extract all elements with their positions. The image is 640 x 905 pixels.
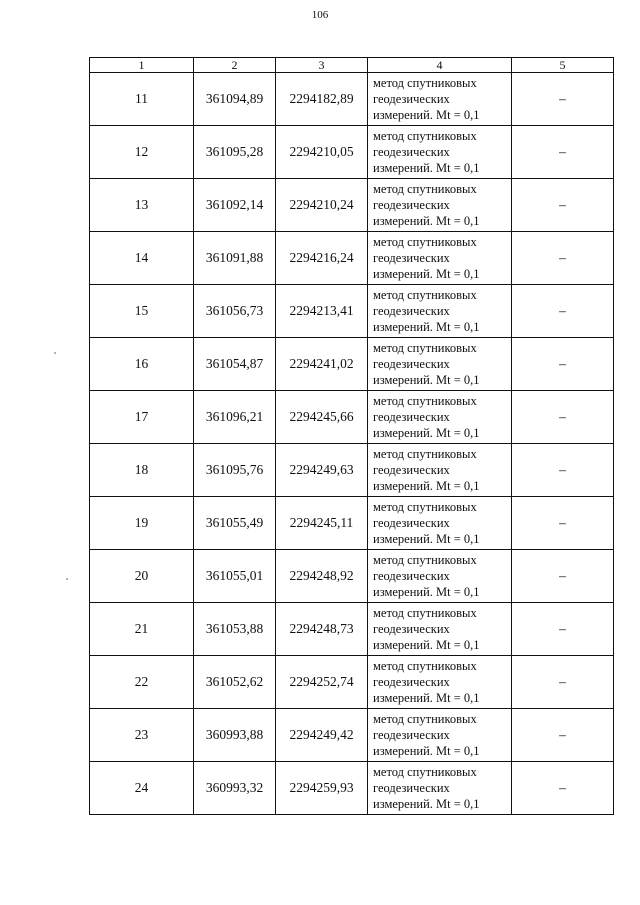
method-text-line: измерений. Mt = 0,1 [373, 426, 480, 440]
method-text-line: метод спутниковых [373, 288, 477, 302]
method-text-line: измерений. Mt = 0,1 [373, 373, 480, 387]
y-coordinate-cell: 2294241,02 [276, 338, 368, 391]
method-cell [368, 709, 512, 762]
method-text-line: геодезических [373, 675, 450, 689]
point-number-cell: 22 [90, 656, 194, 709]
method-text-line: метод спутниковых [373, 712, 477, 726]
table-row [90, 391, 614, 444]
table-row [90, 603, 614, 656]
point-number-cell: 21 [90, 603, 194, 656]
y-coordinate-cell: 2294252,74 [276, 656, 368, 709]
x-coordinate-cell: 361055,01 [194, 550, 276, 603]
method-text-line: геодезических [373, 622, 450, 636]
method-text-line: геодезических [373, 145, 450, 159]
column-header-2: 2 [194, 58, 276, 73]
y-coordinate-cell: 2294216,24 [276, 232, 368, 285]
x-coordinate-cell: 361053,88 [194, 603, 276, 656]
note-cell: – [512, 232, 614, 285]
point-number-cell: 13 [90, 179, 194, 232]
point-number-cell: 12 [90, 126, 194, 179]
y-coordinate-cell: 2294249,63 [276, 444, 368, 497]
note-cell: – [512, 497, 614, 550]
note-cell: – [512, 338, 614, 391]
method-text-line: геодезических [373, 463, 450, 477]
method-text-line: измерений. Mt = 0,1 [373, 479, 480, 493]
header-row [90, 58, 614, 73]
y-coordinate-cell: 2294248,92 [276, 550, 368, 603]
method-text-line: геодезических [373, 357, 450, 371]
note-cell: – [512, 179, 614, 232]
method-text-line: геодезических [373, 198, 450, 212]
method-text-line: метод спутниковых [373, 606, 477, 620]
table-row [90, 232, 614, 285]
method-text-line: геодезических [373, 304, 450, 318]
x-coordinate-cell: 361094,89 [194, 73, 276, 126]
method-text-line: метод спутниковых [373, 394, 477, 408]
table-row [90, 285, 614, 338]
method-text-line: геодезических [373, 516, 450, 530]
point-number-cell: 14 [90, 232, 194, 285]
table-row [90, 497, 614, 550]
method-cell [368, 656, 512, 709]
note-cell: – [512, 285, 614, 338]
note-cell: – [512, 762, 614, 815]
method-text-line: метод спутниковых [373, 659, 477, 673]
table-body [90, 73, 614, 815]
method-cell [368, 444, 512, 497]
y-coordinate-cell: 2294245,66 [276, 391, 368, 444]
column-header-4: 4 [368, 58, 512, 73]
method-cell [368, 762, 512, 815]
x-coordinate-cell: 360993,32 [194, 762, 276, 815]
method-cell [368, 73, 512, 126]
method-text-line: метод спутниковых [373, 765, 477, 779]
method-text-line: измерений. Mt = 0,1 [373, 108, 480, 122]
method-text-line: метод спутниковых [373, 447, 477, 461]
method-text-line: измерений. Mt = 0,1 [373, 532, 480, 546]
x-coordinate-cell: 361096,21 [194, 391, 276, 444]
method-text-line: геодезических [373, 251, 450, 265]
table-header [90, 58, 614, 73]
x-coordinate-cell: 360993,88 [194, 709, 276, 762]
coordinates-table [89, 57, 614, 815]
method-text-line: метод спутниковых [373, 341, 477, 355]
x-coordinate-cell: 361056,73 [194, 285, 276, 338]
table-row [90, 550, 614, 603]
point-number-cell: 17 [90, 391, 194, 444]
y-coordinate-cell: 2294213,41 [276, 285, 368, 338]
method-text-line: геодезических [373, 569, 450, 583]
point-number-cell: 20 [90, 550, 194, 603]
table-row [90, 126, 614, 179]
page-number: 106 [311, 9, 329, 21]
note-cell: – [512, 73, 614, 126]
method-text-line: геодезических [373, 92, 450, 106]
note-cell: – [512, 656, 614, 709]
method-text-line: геодезических [373, 410, 450, 424]
x-coordinate-cell: 361091,88 [194, 232, 276, 285]
method-text-line: метод спутниковых [373, 553, 477, 567]
table-row [90, 338, 614, 391]
method-cell [368, 232, 512, 285]
x-coordinate-cell: 361095,28 [194, 126, 276, 179]
x-coordinate-cell: 361092,14 [194, 179, 276, 232]
point-number-cell: 24 [90, 762, 194, 815]
x-coordinate-cell: 361052,62 [194, 656, 276, 709]
x-coordinate-cell: 361095,76 [194, 444, 276, 497]
method-text-line: измерений. Mt = 0,1 [373, 744, 480, 758]
table-row [90, 709, 614, 762]
note-cell: – [512, 550, 614, 603]
method-cell [368, 603, 512, 656]
y-coordinate-cell: 2294182,89 [276, 73, 368, 126]
method-text-line: измерений. Mt = 0,1 [373, 320, 480, 334]
method-text-line: геодезических [373, 728, 450, 742]
table-row [90, 656, 614, 709]
method-text-line: геодезических [373, 781, 450, 795]
y-coordinate-cell: 2294249,42 [276, 709, 368, 762]
method-cell [368, 391, 512, 444]
method-text-line: измерений. Mt = 0,1 [373, 585, 480, 599]
method-text-line: измерений. Mt = 0,1 [373, 797, 480, 811]
method-text-line: метод спутниковых [373, 235, 477, 249]
scan-speck [66, 578, 68, 580]
method-cell [368, 285, 512, 338]
x-coordinate-cell: 361055,49 [194, 497, 276, 550]
table-row [90, 444, 614, 497]
column-header-5: 5 [512, 58, 614, 73]
note-cell: – [512, 391, 614, 444]
point-number-cell: 19 [90, 497, 194, 550]
y-coordinate-cell: 2294259,93 [276, 762, 368, 815]
method-cell [368, 338, 512, 391]
column-header-1: 1 [90, 58, 194, 73]
point-number-cell: 23 [90, 709, 194, 762]
method-text-line: измерений. Mt = 0,1 [373, 638, 480, 652]
method-text-line: метод спутниковых [373, 500, 477, 514]
y-coordinate-cell: 2294248,73 [276, 603, 368, 656]
method-cell [368, 126, 512, 179]
method-text-line: метод спутниковых [373, 76, 477, 90]
point-number-cell: 11 [90, 73, 194, 126]
x-coordinate-cell: 361054,87 [194, 338, 276, 391]
scan-speck [54, 352, 56, 354]
y-coordinate-cell: 2294245,11 [276, 497, 368, 550]
point-number-cell: 18 [90, 444, 194, 497]
method-cell [368, 550, 512, 603]
method-text-line: измерений. Mt = 0,1 [373, 214, 480, 228]
method-cell [368, 179, 512, 232]
column-header-3: 3 [276, 58, 368, 73]
table-row [90, 179, 614, 232]
method-text-line: метод спутниковых [373, 182, 477, 196]
method-cell [368, 497, 512, 550]
y-coordinate-cell: 2294210,24 [276, 179, 368, 232]
note-cell: – [512, 603, 614, 656]
note-cell: – [512, 126, 614, 179]
table-row [90, 762, 614, 815]
method-text-line: измерений. Mt = 0,1 [373, 691, 480, 705]
y-coordinate-cell: 2294210,05 [276, 126, 368, 179]
table-row [90, 73, 614, 126]
point-number-cell: 15 [90, 285, 194, 338]
method-text-line: измерений. Mt = 0,1 [373, 161, 480, 175]
note-cell: – [512, 709, 614, 762]
note-cell: – [512, 444, 614, 497]
point-number-cell: 16 [90, 338, 194, 391]
method-text-line: измерений. Mt = 0,1 [373, 267, 480, 281]
method-text-line: метод спутниковых [373, 129, 477, 143]
